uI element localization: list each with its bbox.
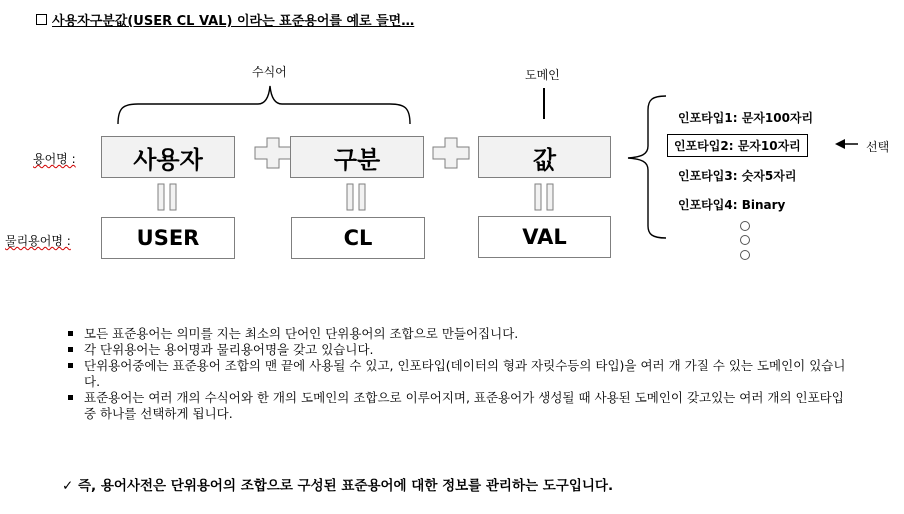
term-name-label: 용어명 : xyxy=(33,152,76,166)
connector-icon xyxy=(158,184,176,210)
modifier-brace xyxy=(118,86,410,124)
bullet-icon xyxy=(68,347,73,352)
summary-text: 즉, 용어사전은 단위용어의 조합으로 구성된 표준용어에 대한 정보를 관리하는 도구입니다. xyxy=(78,478,614,494)
plus-icon xyxy=(255,138,291,168)
word-box-korean: 사용자 xyxy=(101,136,235,178)
more-dot-icon xyxy=(741,236,750,245)
plus-icon xyxy=(433,138,469,168)
domain-label: 도메인 xyxy=(525,68,560,82)
word-box-korean: 값 xyxy=(478,136,611,178)
bullet-icon xyxy=(68,395,73,400)
connector-icon xyxy=(535,184,553,210)
domain-brace xyxy=(628,96,666,238)
select-label: 선택 xyxy=(866,140,890,154)
page-title-text: 사용자구분값(USER CL VAL) 이라는 표준용어를 예로 들면… xyxy=(52,14,415,29)
word-box-english: CL xyxy=(291,217,425,259)
modifier-label: 수식어 xyxy=(252,65,287,79)
word-box-english: VAL xyxy=(478,216,611,258)
word-box-english: USER xyxy=(101,217,235,259)
more-dot-icon xyxy=(741,251,750,260)
checkmark-icon: ✓ xyxy=(62,478,74,494)
summary-line xyxy=(62,474,613,494)
physical-name-label: 물리용어명 : xyxy=(5,234,71,248)
domain-item: 인포타입3: 숫자5자리 xyxy=(678,169,797,183)
bullet-item: 모든 표준용어는 의미를 지는 최소의 단어인 단위용어의 조합으로 만들어집니다. xyxy=(66,326,846,342)
domain-item: 인포타입1: 문자100자리 xyxy=(678,111,814,125)
bullet-icon xyxy=(68,363,73,368)
word-box-korean: 구분 xyxy=(290,136,424,178)
bullet-list xyxy=(66,326,846,422)
connector-icon xyxy=(347,184,365,210)
selection-arrow-icon xyxy=(835,139,858,149)
more-dot-icon xyxy=(741,222,750,231)
bullet-item: 각 단위용어는 용어명과 물리용어명을 갖고 있습니다. xyxy=(66,342,846,358)
domain-item: 인포타입4: Binary xyxy=(678,198,786,212)
domain-item-selected: 인포타입2: 문자10자리 xyxy=(667,134,808,157)
bullet-item: 표준용어는 여러 개의 수식어와 한 개의 도메인의 조합으로 이루어지며, 표준용어가 생성될 때 사용된 도메인이 갖고있는 여러 개의 인포타입 중 하나를 선택하게 됩니다. xyxy=(66,390,846,422)
bullet-item: 단위용어중에는 표준용어 조합의 맨 끝에 사용될 수 있고, 인포타입(데이터의 형과 자릿수등의 타입)을 여러 개 가질 수 있는 도메인이 있습니다. xyxy=(66,358,846,390)
bullet-icon xyxy=(68,331,73,336)
